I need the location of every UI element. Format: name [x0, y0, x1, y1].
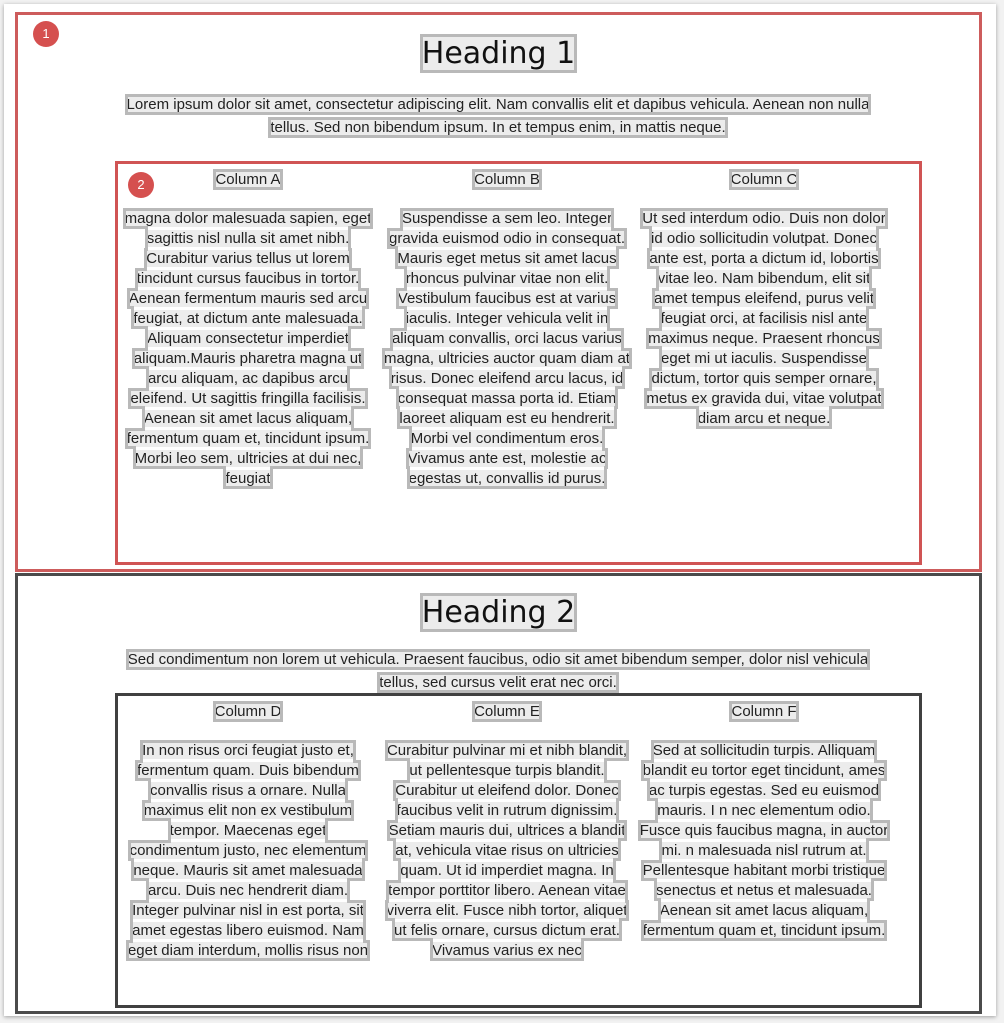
column-f-body-text: Sed at sollicitudin turpis. Alliquam blandit eu tortor eget tincidunt, ames ac turpis egestas. Sed eu euismod mauris. I n nec elementum odio. Fusce quis faucibus magna, in auctor mi. n malesuada nisl rutrum at. Pellentesque habitant morbi tristique senectus et netus et malesuada. Aenean sit amet lacus aliquam, fermentum quam et, tincidunt ipsum.: [639, 742, 889, 939]
column-d-title-text: Column D: [214, 703, 282, 720]
column-d-title: [123, 702, 373, 722]
section-2[interactable]: [15, 573, 982, 1014]
column-a-body-text: magna dolor malesuada sapien, eget sagittis nisl nulla sit amet nibh. Curabitur varius tellus ut lorem tincidunt cursus faucibus in tortor. Aenean fermentum mauris sed arcu feugiat, at dictum ante malesuada. Aliquam consectetur imperdiet aliquam.Mauris pharetra magna ut arcu aliquam, ac dapibus arcu eleifend. Ut sagittis fringilla facilisis. Aenean sit amet lacus aliquam, fermentum quam et, tincidunt ipsum. Morbi leo sem, ultricies at dui nec, feugiat: [124, 210, 372, 487]
heading-1: [18, 34, 979, 74]
column-f-title-text: Column F: [731, 703, 797, 720]
column-e-body-text: Curabitur pulvinar mi et nibh blandit, ut pellentesque turpis blandit. Curabitur ut eleifend dolor. Donec faucibus velit in rutrum dignissim. Setiam mauris dui, ultrices a blandit at, vehicula vitae risus on ultricies quam. Ut id imperdiet magna. In tempor porttitor libero. Aenean vitae viverra elit. Fusce nibh tortor, aliquet ut felis ornare, cursus dictum erat. Vivamus varius ex nec: [386, 742, 628, 959]
section-2-lead-text: Sed condimentum non lorem ut vehicula. Praesent faucibus, odio sit amet bibendum semper, dolor nisl vehicula tellus, sed cursus velit erat nec orci.: [127, 651, 869, 691]
column-e-title-text: Column E: [474, 703, 540, 720]
section-1-lead-text: Lorem ipsum dolor sit amet, consectetur adipiscing elit. Nam convallis elit et dapibus vehicula. Aenean non nulla tellus. Sed non bibendum ipsum. In et tempus enim, in mattis neque.: [126, 96, 870, 136]
column-a-title: [123, 170, 373, 190]
section-1[interactable]: [15, 12, 982, 572]
page: [4, 4, 996, 1016]
column-d-body-text: In non risus orci feugiat justo et, fermentum quam. Duis bibendum convallis risus a ornare. Nulla maximus elit non ex vestibulum tempor. Maecenas eget condimentum justo, nec elementum neque. Mauris sit amet malesuada arcu. Duis nec hendrerit diam. Integer pulvinar nisl in est porta, sit amet egestas libero euismod. Nam eget diam interdum, mollis risus non: [127, 742, 369, 959]
column-f-title: [639, 702, 889, 722]
column-c-body-text: Ut sed interdum odio. Duis non dolor id odio sollicitudin volutpat. Donec ante est, porta a dictum id, lobortis vitae leo. Nam bibendum, elit sit amet tempus eleifend, purus velit feugiat orci, at facilisis nisl ante maximus neque. Praesent rhoncus eget mi ut iaculis. Suspendisse dictum, tortor quis semper ornare, metus ex gravida dui, vitae volutpat diam arcu et neque.: [642, 210, 886, 427]
column-a-body: [123, 209, 373, 489]
section-2-columns[interactable]: [115, 693, 922, 1008]
column-e-title: [382, 702, 632, 722]
columns-1-badge: 2: [128, 172, 154, 198]
column-e-body: [382, 741, 632, 961]
column-a-title-text: Column A: [215, 171, 281, 188]
section-1-badge: 1: [33, 21, 59, 47]
column-b-title-text: Column B: [474, 171, 540, 188]
column-f-body: [639, 741, 889, 941]
column-c-title: [639, 170, 889, 190]
section-1-columns[interactable]: [115, 161, 922, 565]
column-d-body: [123, 741, 373, 961]
column-b-body: [382, 209, 632, 489]
column-b-body-text: Suspendisse a sem leo. Integer gravida euismod odio in consequat. Mauris eget metus sit amet lacus rhoncus pulvinar vitae non elit. Vestibulum faucibus est at varius iaculis. Integer vehicula velit in aliquam convallis, orci lacus varius magna, ultricies auctor quam diam at risus. Donec eleifend arcu lacus, id consequat massa porta id. Etiam laoreet aliquam est eu hendrerit. Morbi vel condimentum eros. Vivamus ante est, molestie ac egestas ut, convallis id purus.: [384, 210, 630, 487]
heading-1-text: Heading 1: [421, 36, 576, 71]
section-1-lead: [118, 93, 878, 139]
column-b-title: [382, 170, 632, 190]
column-c-body: [639, 209, 889, 429]
heading-2-text: Heading 2: [421, 595, 576, 630]
column-c-title-text: Column C: [730, 171, 798, 188]
heading-2: [18, 593, 979, 633]
section-2-lead: [118, 648, 878, 694]
